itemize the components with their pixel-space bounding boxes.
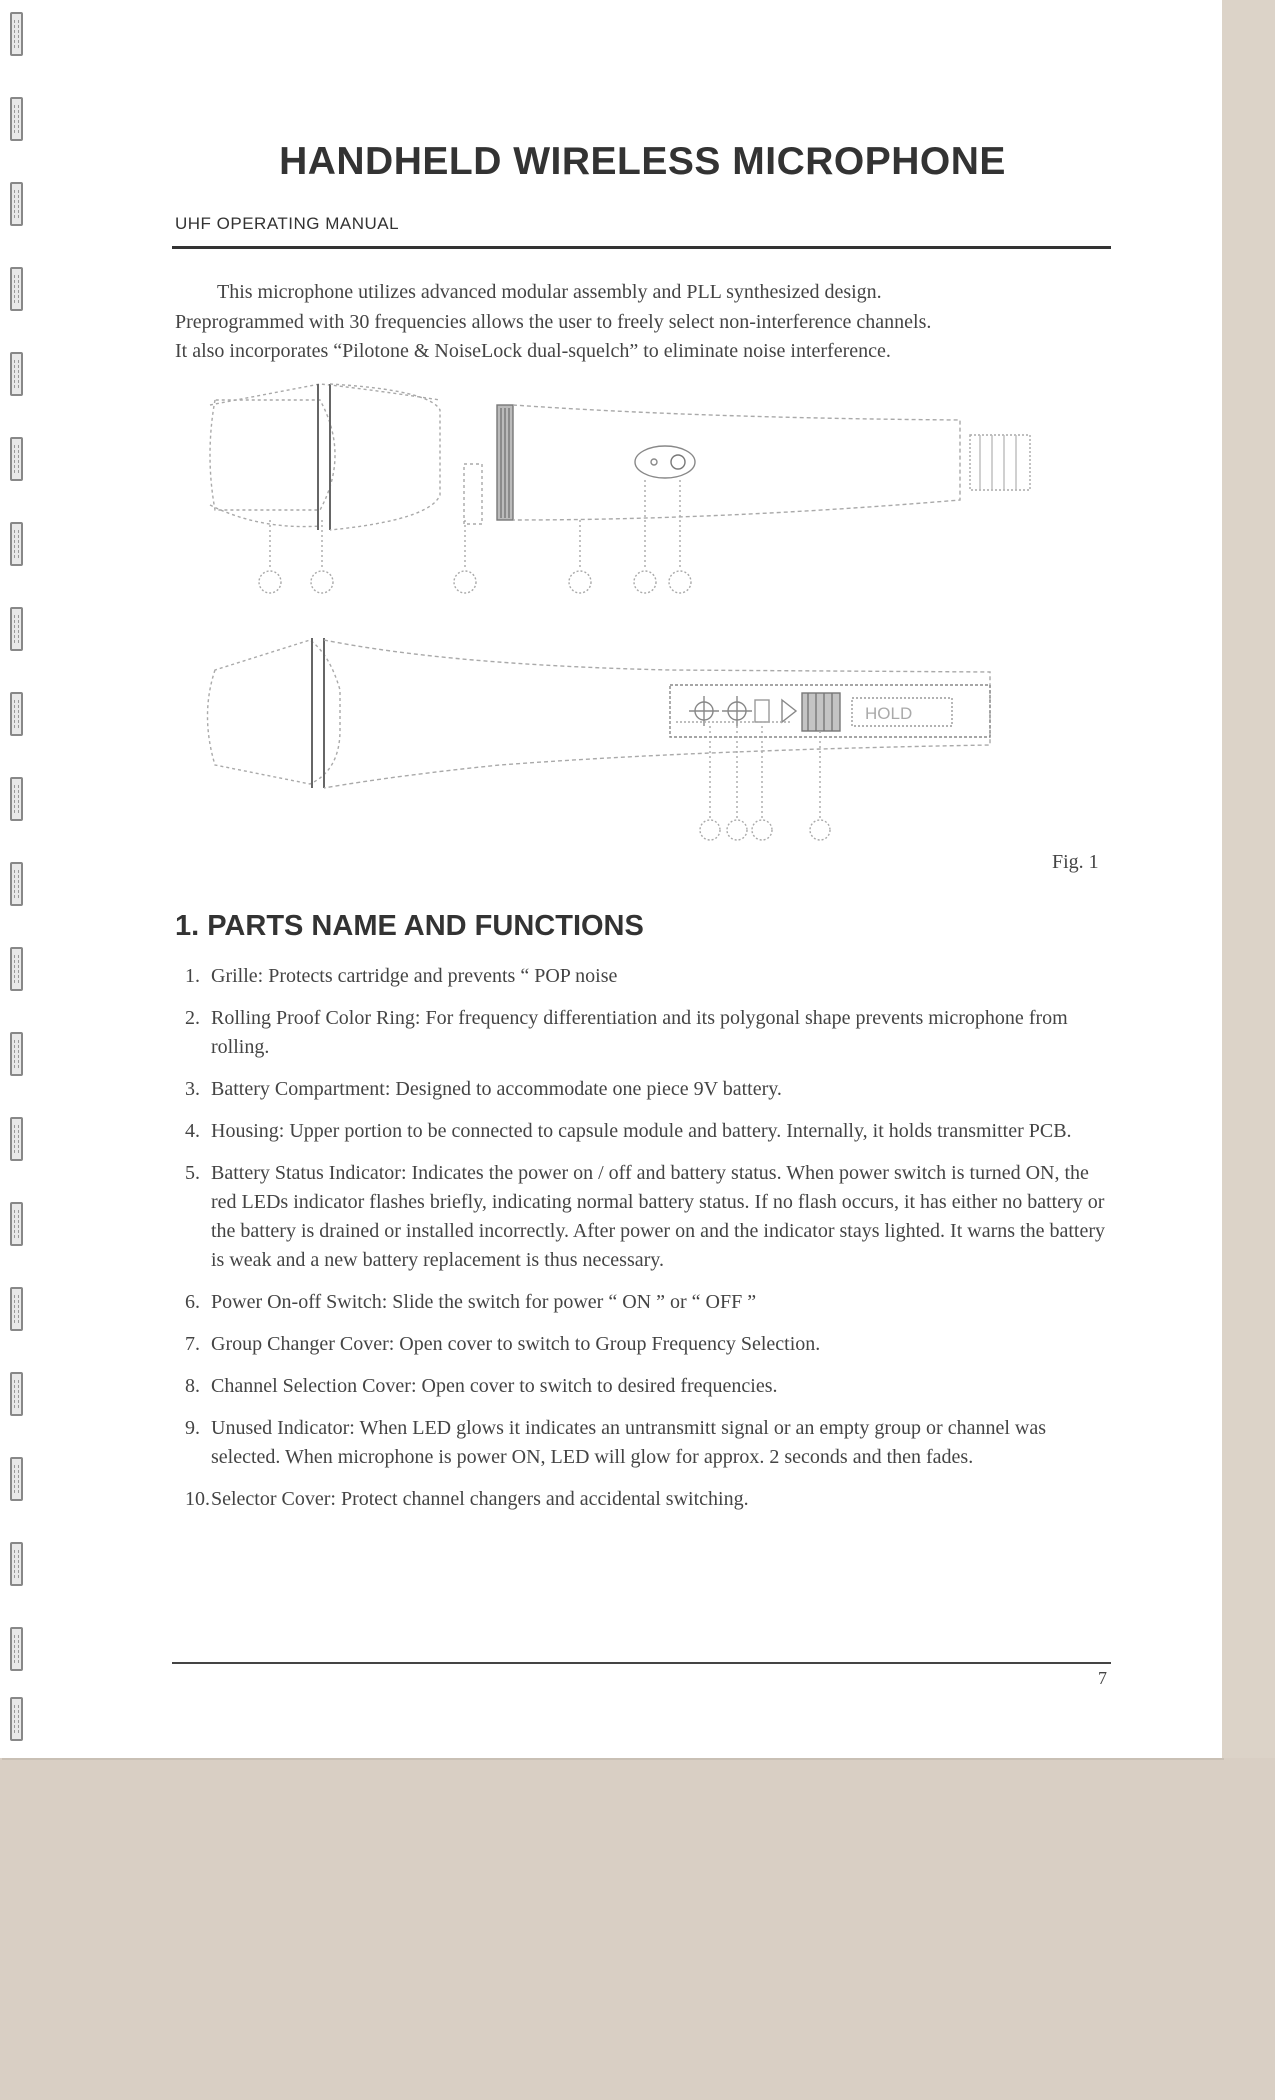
item-text: Grille: Protects cartridge and prevents “ POP noise (211, 965, 618, 987)
binding-ring (10, 1287, 23, 1331)
item-number: 10. (185, 1488, 210, 1510)
intro-line: It also incorporates “Pilotone & NoiseLock dual-squelch” to eliminate noise interference. (175, 340, 891, 362)
item-number: 2. (185, 1007, 200, 1029)
item-text: Battery Compartment: Designed to accommodate one piece 9V battery. (211, 1078, 782, 1100)
microphone-top-view (210, 384, 1030, 593)
list-item (175, 1485, 1115, 1514)
item-number: 6. (185, 1291, 200, 1313)
binding-ring (10, 1117, 23, 1161)
binding-ring (10, 1542, 23, 1586)
item-number: 5. (185, 1162, 200, 1184)
binding-ring (10, 97, 23, 141)
section-heading: 1. PARTS NAME AND FUNCTIONS (175, 910, 644, 942)
item-text: Selector Cover: Protect channel changers and accidental switching. (211, 1488, 749, 1510)
item-text: Housing: Upper portion to be connected to capsule module and battery. Internally, it holds transmitter PCB. (211, 1120, 1072, 1142)
intro-paragraph (175, 278, 1115, 367)
intro-line: Preprogrammed with 30 frequencies allows the user to freely select non-interference channels. (175, 310, 932, 333)
parts-list (175, 962, 1115, 1527)
binding-ring (10, 862, 23, 906)
hold-label: HOLD (865, 704, 913, 723)
list-item (175, 962, 1115, 991)
binding-ring (10, 1697, 23, 1741)
list-item (175, 1330, 1115, 1359)
page-number: 7 (1098, 1668, 1107, 1688)
binding-ring (10, 267, 23, 311)
item-number: 1. (185, 965, 200, 987)
binding-ring (10, 437, 23, 481)
list-item (175, 1004, 1115, 1062)
item-number: 8. (185, 1375, 200, 1397)
microphone-diagram (200, 370, 1100, 850)
binding-ring (10, 1457, 23, 1501)
binding-ring (10, 182, 23, 226)
list-item (175, 1075, 1115, 1104)
list-item (175, 1159, 1115, 1275)
item-number: 7. (185, 1333, 200, 1355)
item-number: 4. (185, 1120, 200, 1142)
microphone-side-view (208, 638, 991, 840)
binding-ring (10, 777, 23, 821)
list-item (175, 1288, 1115, 1317)
binding-ring (10, 692, 23, 736)
item-text: Rolling Proof Color Ring: For frequency differentiation and its polygonal shape prevents microphone from rolling. (211, 1007, 1068, 1058)
binding-ring (10, 1032, 23, 1076)
footer-divider (172, 1662, 1111, 1664)
figure-caption: Fig. 1 (1052, 851, 1099, 873)
item-number: 3. (185, 1078, 200, 1100)
item-number: 9. (185, 1417, 200, 1439)
page-title: HANDHELD WIRELESS MICROPHONE (279, 140, 1006, 183)
binding-ring (10, 1627, 23, 1671)
background-edge (1222, 0, 1275, 1758)
item-text: Group Changer Cover: Open cover to switch to Group Frequency Selection. (211, 1333, 821, 1355)
page-subtitle: UHF OPERATING MANUAL (175, 214, 400, 233)
binding-ring (10, 607, 23, 651)
item-text: Channel Selection Cover: Open cover to switch to desired frequencies. (211, 1375, 778, 1397)
header-divider (172, 246, 1111, 249)
binding-ring (10, 12, 23, 56)
binding-ring (10, 1372, 23, 1416)
binding-ring (10, 947, 23, 991)
item-text: Power On-off Switch: Slide the switch for power “ ON ” or “ OFF ” (211, 1291, 757, 1313)
binding-ring (10, 1202, 23, 1246)
microphone-illustration (200, 370, 1100, 850)
list-item (175, 1372, 1115, 1401)
binding-ring (10, 352, 23, 396)
intro-line: This microphone utilizes advanced modular assembly and PLL synthesized design. (217, 281, 882, 303)
binding-ring (10, 522, 23, 566)
list-item (175, 1117, 1115, 1146)
item-text: Unused Indicator: When LED glows it indicates an untransmitt signal or an empty group or channel was selected. When microphone is power ON, LED will glow for approx. 2 seconds and then fades. (211, 1417, 1046, 1468)
list-item (175, 1414, 1115, 1472)
item-text: Battery Status Indicator: Indicates the power on / off and battery status. When power switch is turned ON, the red LEDs indicator flashes briefly, indicating normal battery status. If no flash occurs, it has either no battery or the battery is drained or installed incorrectly. After power on and the indicator stays lighted. It warns the battery is weak and a new battery replacement is thus necessary. (211, 1162, 1105, 1271)
